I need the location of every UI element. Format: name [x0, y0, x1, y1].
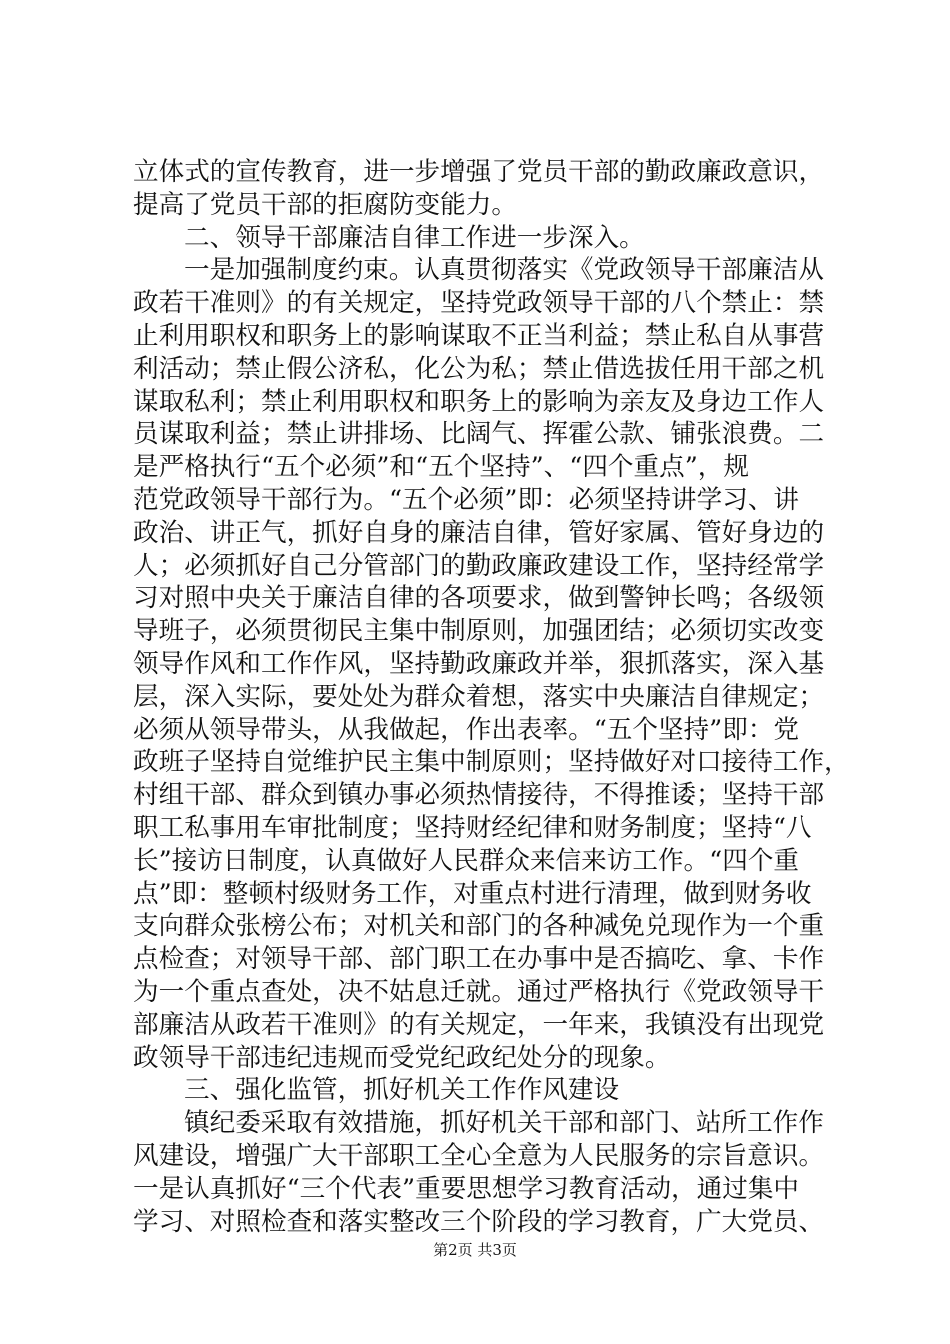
text-line: 学习、对照检查和落实整改三个阶段的学习教育，广大党员、: [133, 1206, 825, 1237]
text-line: 利活动；禁止假公济私，化公为私；禁止借选拔任用干部之机: [133, 353, 825, 384]
text-line: 支向群众张榜公布；对机关和部门的各种减免兑现作为一个重: [133, 911, 825, 942]
text-line: 二、领导干部廉洁自律工作进一步深入。: [184, 222, 645, 253]
text-line: 为一个重点查处，决不姑息迁就。通过严格执行《党政领导干: [133, 976, 825, 1007]
text-line: 风建设，增强广大干部职工全心全意为人民服务的宗旨意识。: [133, 1140, 825, 1171]
text-line: 镇纪委采取有效措施，抓好机关干部和部门、站所工作作: [184, 1108, 824, 1139]
text-line: 导班子，必须贯彻民主集中制原则，加强团结；必须切实改变: [133, 616, 825, 647]
text-line: 长”接访日制度，认真做好人民群众来信来访工作。“四个重: [133, 845, 800, 876]
text-line: 村组干部、群众到镇办事必须热情接待，不得推诿；坚持干部: [133, 780, 825, 811]
text-line: 谋取私利；禁止利用职权和职务上的影响为亲友及身边工作人: [133, 386, 825, 417]
page-footer: [0, 1240, 950, 1260]
text-line: 层，深入实际，要处处为群众着想，落实中央廉洁自律规定；: [133, 681, 825, 712]
text-line: 职工私事用车审批制度；坚持财经纪律和财务制度；坚持“八: [133, 812, 812, 843]
paragraph: [133, 254, 850, 1074]
text-line: 止利用职权和职务上的影响谋取不正当利益；禁止私自从事营: [133, 320, 825, 351]
section-heading: [133, 1074, 833, 1107]
page-number-label: 第2页 共3页: [433, 1241, 517, 1259]
text-line: 员谋取利益；禁止讲排场、比阔气、挥霍公款、铺张浪费。二: [133, 419, 825, 450]
text-line: 一是认真抓好“三个代表”重要思想学习教育活动，通过集中: [133, 1173, 800, 1204]
text-line: 点”即：整顿村级财务工作，对重点村进行清理，做到财务收: [133, 878, 812, 909]
paragraph: [133, 1107, 833, 1238]
text-line: 点检查；对领导干部、部门职工在办事中是否搞吃、拿、卡作: [133, 944, 825, 975]
text-line: 人；必须抓好自己分管部门的勤政廉政建设工作，坚持经常学: [133, 550, 825, 581]
document-body: [133, 156, 850, 1238]
text-line: 立体式的宣传教育，进一步增强了党员干部的勤政廉政意识，: [133, 157, 825, 187]
text-line: 是严格执行“五个必须”和“五个坚持”、“四个重点”，规: [133, 452, 749, 483]
text-line: 政班子坚持自觉维护民主集中制原则；坚持做好对口接待工作，: [133, 747, 850, 778]
section-heading: [133, 222, 833, 255]
text-line: 部廉洁从政若干准则》的有关规定，一年来，我镇没有出现党: [133, 1009, 825, 1040]
text-line: 领导作风和工作作风，坚持勤政廉政并举，狠抓落实，深入基: [133, 648, 825, 679]
text-line: 三、强化监管，抓好机关工作作风建设: [184, 1075, 620, 1106]
text-line: 政治、讲正气，抓好自身的廉洁自律，管好家属、管好身边的: [133, 517, 825, 548]
text-line: 习对照中央关于廉洁自律的各项要求，做到警钟长鸣；各级领: [133, 583, 825, 614]
text-line: 提高了党员干部的拒腐防变能力。: [133, 189, 517, 220]
text-line: 政领导干部违纪违规而受党纪政纪处分的现象。: [133, 1042, 671, 1073]
text-line: 必须从领导带头，从我做起，作出表率。“五个坚持”即：党: [133, 714, 800, 745]
text-line: 一是加强制度约束。认真贯彻落实《党政领导干部廉洁从: [184, 255, 824, 286]
paragraph: [133, 156, 833, 222]
text-line: 范党政领导干部行为。“五个必须”即：必须坚持讲学习、讲: [133, 484, 800, 515]
text-line: 政若干准则》的有关规定，坚持党政领导干部的八个禁止：禁: [133, 288, 825, 319]
